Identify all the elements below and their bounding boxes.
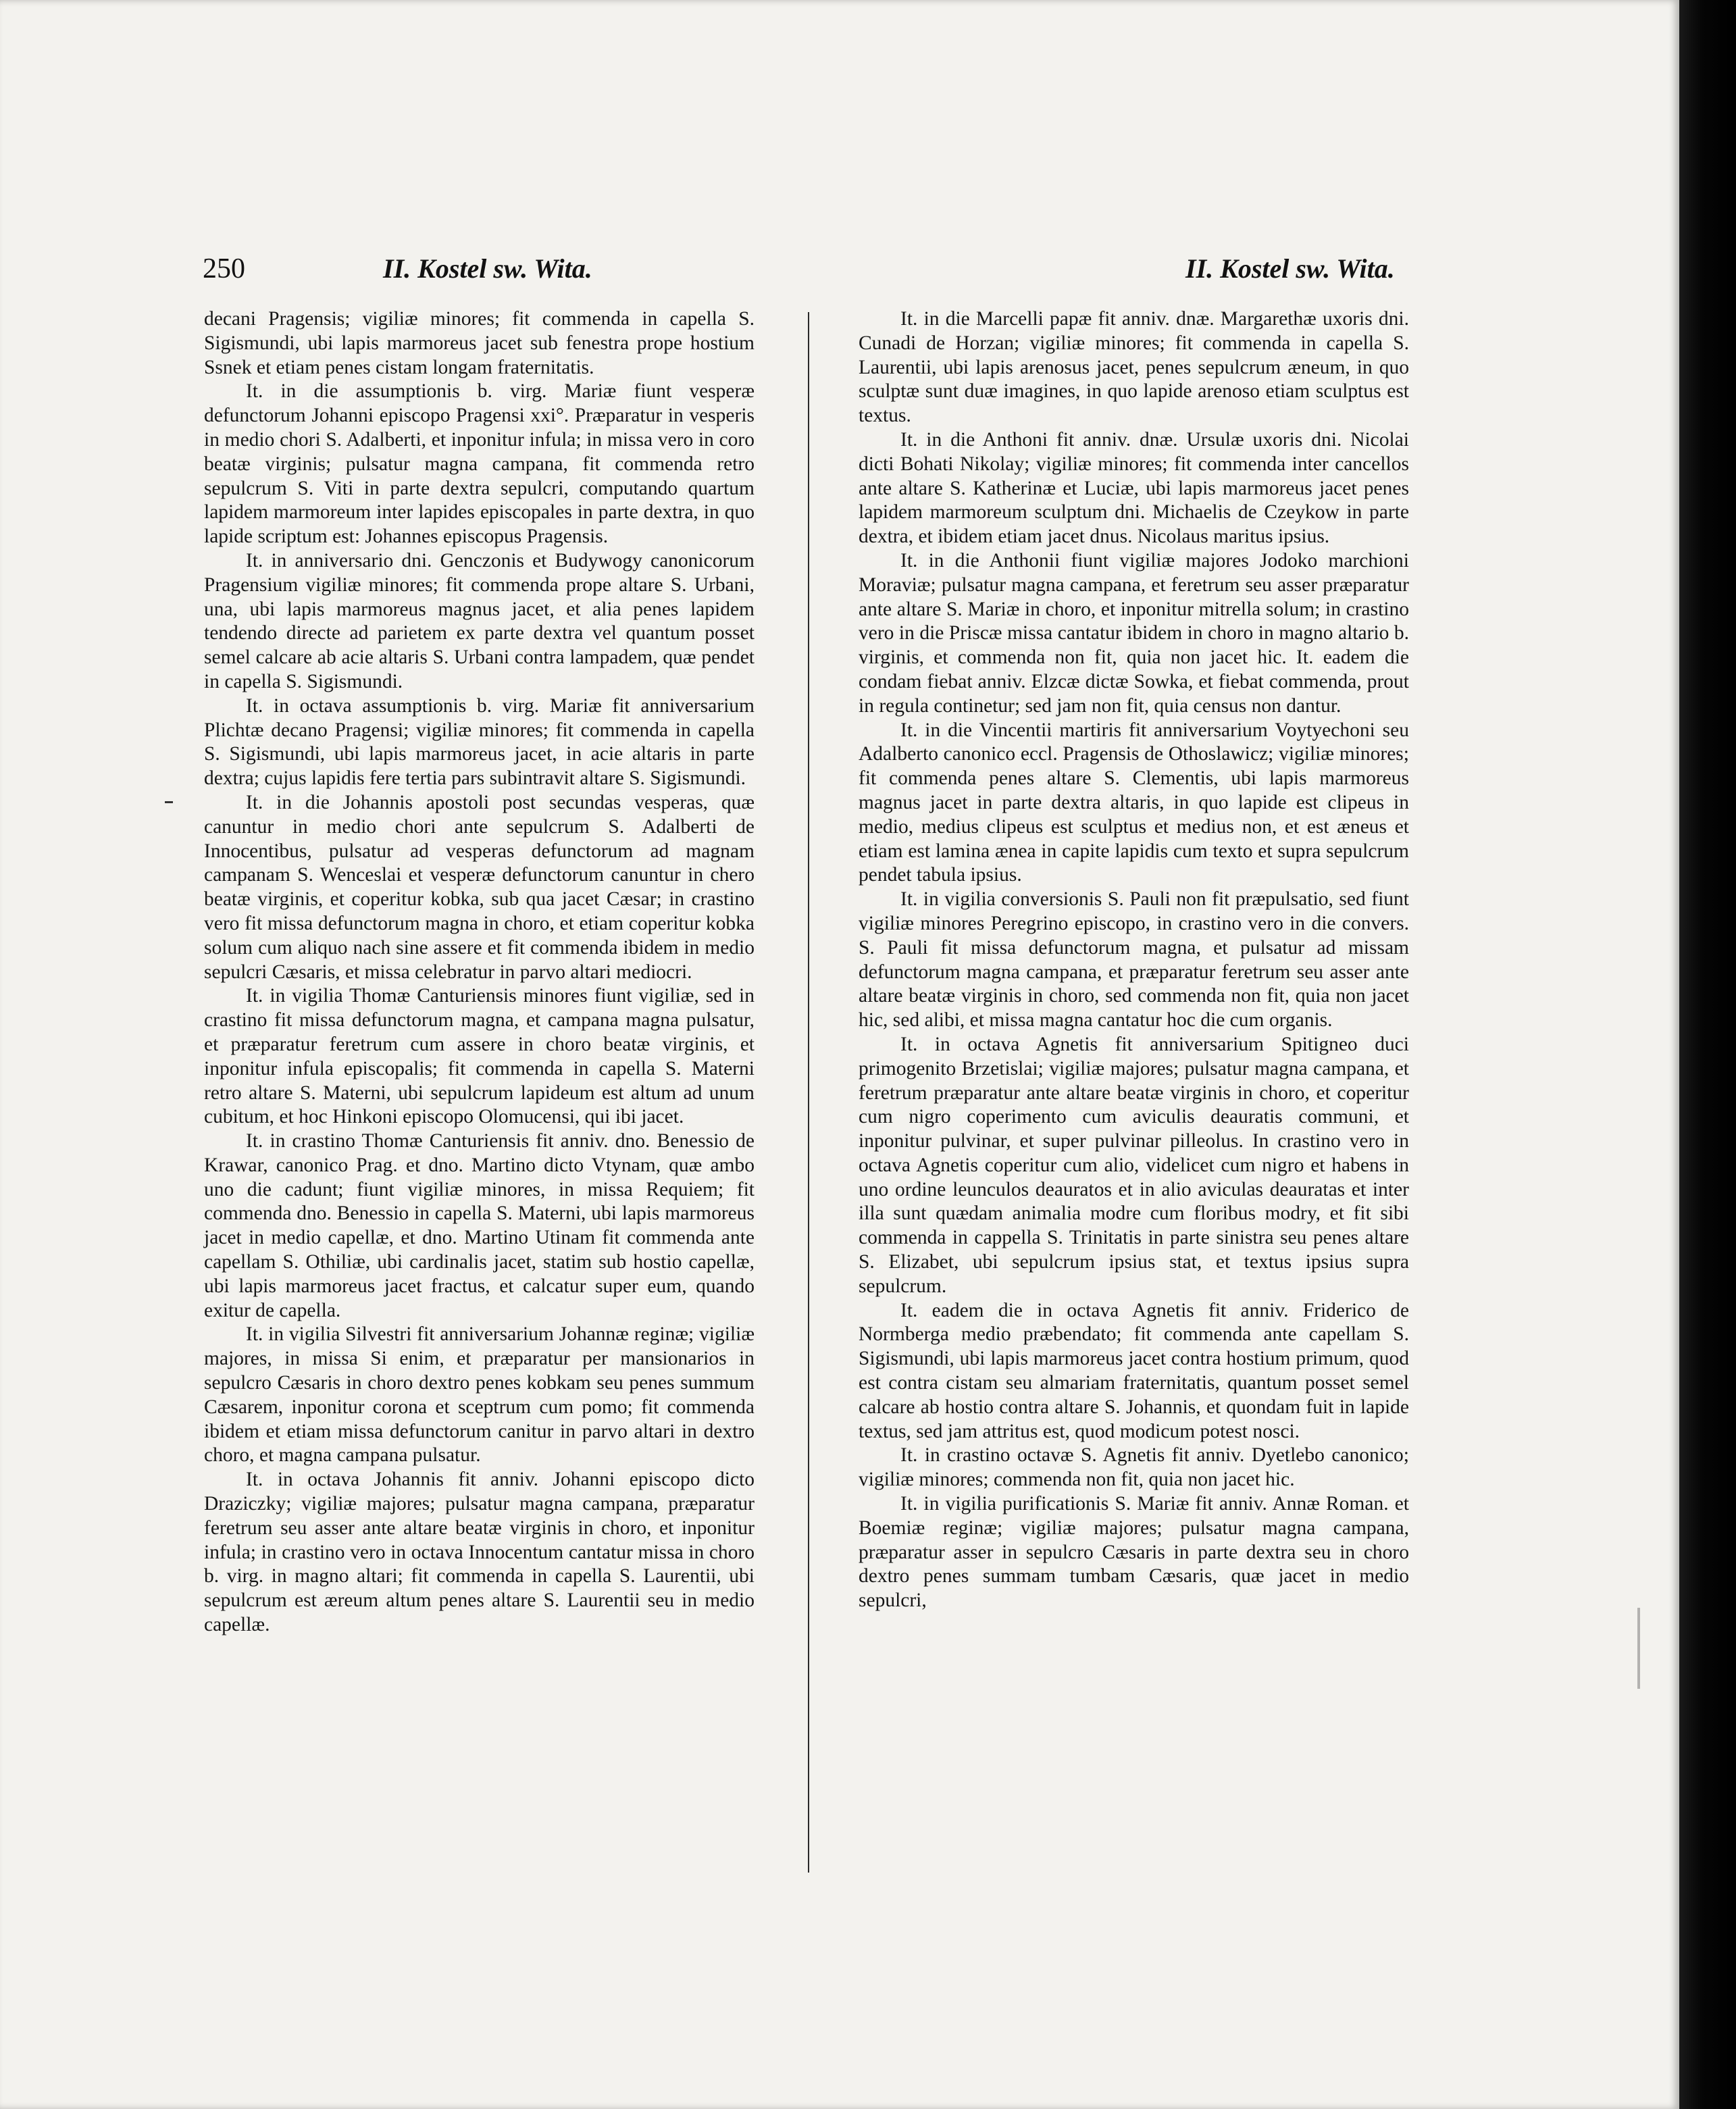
paragraph: It. in vigilia purificationis S. Mariæ fit anniv. Annæ Roman. et Boemiæ reginæ; vigiliæ majores; pulsatur magna campana, præparatur asser in sepulcro Cæsaris in parte dextra seu in choro dextro penes summam tumbam Cæsaris, quæ jacet in medio sepulcri, [859,1493,1409,1612]
paragraph: It. in die assumptionis b. virg. Mariæ fiunt vesperæ defunctorum Johanni episcopo Pragensi xxi°. Præparatur in vesperis in medio chori S. Adalberti, et inponitur infula; in missa vero in coro beatæ virginis; pulsatur magna campana, fit commenda retro sepulcrum S. Viti in parte dextra sepulcri, computando quartum lapidem marmoreum inter lapides episcopales in parte dextra, in quo lapide scriptum est: Johannes episcopus Pragensis. [204,380,755,548]
paragraph: decani Pragensis; vigiliæ minores; fit commenda in capella S. Sigismundi, ubi lapis marmoreus jacet sub fenestra prope hostium Ssnek et etiam penes cistam longam fraternitatis. [204,308,755,378]
page-number: 250 [203,253,245,284]
paragraph: It. in anniversario dni. Genczonis et Budywogy canonicorum Pragensium vigiliæ minores; fit commenda prope altare S. Urbani, una, ubi lapis marmoreus magnus jacet, et alia penes lapidem tendendo directe ad parietem ex parte dextra vel quantum posset semel calcare ab acie altaris S. Urbani contra lampadem, quæ pendet in capella S. Sigismundi. [204,549,755,692]
paragraph: It. in die Johannis apostoli post secundas vesperas, quæ canuntur in medio chori ante sepulcrum S. Adalberti de Innocentibus, pulsatur ad vesperas defunctorum ad magnam campanam S. Wenceslai et vesperæ defunctorum canuntur in chero beatæ virginis, et coperitur kobka, sub qua jacet Cæsar; in crastino vero fit missa defunctorum magna in choro, et etiam coperitur kobka solum cum aliquo nach sine assere et fit commenda ibidem in medio sepulcri Cæsaris, et missa celebratur in parvo altari mediocri. [204,791,755,983]
paragraph: It. in octava assumptionis b. virg. Mariæ fit anniversarium Plichtæ decano Pragensi; vigiliæ minores; fit commenda in capella S. Sigismundi, ubi lapis marmoreus jacet, in acie altaris in parte dextra; cujus lapidis fere tertia pars subintravit altare S. Sigismundi. [204,694,755,790]
paragraph: It. in die Anthonii fiunt vigiliæ majores Jodoko marchioni Moraviæ; pulsatur magna campana, et feretrum seu asser præparatur ante altare S. Mariæ in choro, et inponitur mitrella solum; in crastino vero in die Priscæ missa cantatur ibidem in choro in magno altario b. virginis, et commenda non fit, quia non jacet hic. It. eadem die condam fiebat anniv. Elzcæ dictæ Sowka, et fiebat commenda, prout in regula continetur; sed jam non fit, quia census non dantur. [859,549,1409,717]
column-divider [808,312,809,1873]
right-column [859,307,1409,1613]
paragraph: It. in octava Agnetis fit anniversarium Spitigneo duci primogenito Brzetislai; vigiliæ majores; pulsatur magna campana, et feretrum præparatur ante altare beatæ virginis in choro, et coperitur cum nigro coperimento cum aviculis deauratis communi, et inponitur pulvinar, et super pulvinar pilleolus. In crastino vero in octava Agnetis coperitur cum alio, videlicet cum nigro et habens in uno ordine leunculos deauratos et in alio aviculas deauratas et inter illa sunt quædam animalia modre cum floribus modry, et fit sibi commenda in cappella S. Trinitatis in parte sinistra seu penes altare S. Elizabet, ubi sepulcrum ipsius stat, et textus ipsius supra sepulcrum. [859,1033,1409,1297]
paragraph: It. in vigilia Silvestri fit anniversarium Johannæ reginæ; vigiliæ majores, in missa Si enim, et præparatur per mansionarios in sepulcro Cæsaris in choro dextro penes kobkam seu penes summum Cæsarem, inponitur corona et sceptrum cum pomo; fit commenda ibidem et etiam missa defunctorum canitur in parvo altari in dextro choro, et magna campana pulsatur. [204,1323,755,1467]
paragraph: It. in vigilia Thomæ Canturiensis minores fiunt vigiliæ, sed in crastino fit missa defunctorum magna, et campana magna pulsatur, et præparatur feretrum cum assere in choro beatæ virginis, et inponitur infula episcopalis; fit commenda in capella S. Materni retro altare S. Materni, ubi sepulcrum lapideum est altum ad unum cubitum, et hoc Hinkoni episcopo Olomucensi, qui ibi jacet. [204,985,755,1128]
paragraph: It. in octava Johannis fit anniv. Johanni episcopo dicto Draziczky; vigiliæ majores; pulsatur magna campana, præparatur feretrum seu asser ante altare beatæ virginis in choro, et inponitur infula; in crastino vero in octava Innocentum cantatur missa in choro b. virg. in magno altari; fit commenda in capella S. Laurentii, ubi sepulcrum est æreum altum penes altare S. Laurentii seu in medio capellæ. [204,1469,755,1636]
paragraph: It. in crastino Thomæ Canturiensis fit anniv. dno. Benessio de Krawar, canonico Prag. et dno. Martino dicto Vtynam, quæ ambo uno die cadunt; fiunt vigiliæ minores, in missa Requiem; fit commenda dno. Benessio in capella S. Materni, ubi lapis marmoreus jacet in medio capellæ, et dno. Martino Utinam fit commenda ante capellam S. Othiliæ, ubi cardinalis jacet, statim sub hostio capellæ, ubi lapis marmoreus jacet fractus, et calcatur super eum, quando exitur de capella. [204,1130,755,1321]
paragraph: It. in die Vincentii martiris fit anniversarium Voytyechoni seu Adalberto canonico eccl. Pragensis de Othoslawicz; vigiliæ minores; fit commenda penes altare S. Clementis, ubi lapis marmoreus magnus jacet in parte dextra altaris, in quo lapide est clipeus in medio, medius clipeus est sculptus et medius non, et est æneus et etiam est lamina ænea in capite lapidis cum texto et supra sepulcrum pendet tabula ipsius. [859,719,1409,886]
paragraph: It. eadem die in octava Agnetis fit anniv. Friderico de Normberga medio præbendato; fit commenda ante capellam S. Sigismundi, ubi lapis marmoreus jacet contra hostium primum, quod est contra cistam seu almariam fraternitatis, quantum posset semel calcare ab hostio contra altare S. Johannis, et quondam fuit in lapide textus, sed jam attritus est, quod modicum potest nosci. [859,1299,1409,1442]
paragraph: It. in crastino octavæ S. Agnetis fit anniv. Dyetlebo canonico; vigiliæ minores; commenda non fit, quia non jacet hic. [859,1444,1409,1491]
left-column [204,307,755,1637]
running-head-left: II. Kostel sw. Wita. [383,253,592,284]
margin-mark [165,801,173,803]
paragraph: It. in die Marcelli papæ fit anniv. dnæ. Margarethæ uxoris dni. Cunadi de Horzan; vigiliæ minores; fit commenda in capella S. Laurentii, ubi lapis arenosus jacet, penes sepulcrum æneum, in quo sculptæ sunt duæ imagines, in quo lapide arenoso etiam sculptus est textus. [859,308,1409,427]
running-head-right: II. Kostel sw. Wita. [1185,253,1395,284]
page-crease [1637,1608,1640,1689]
paragraph: It. in vigilia conversionis S. Pauli non fit præpulsatio, sed fiunt vigiliæ minores Peregrino episcopo, in crastino vero in die convers. S. Pauli fit missa defunctorum magna, et pulsatur ad missam defunctorum magna campana, et præparatur feretrum seu asser ante altare beatæ virginis in choro, sed commenda non fit, quia non jacet hic, sed alibi, et missa magna cantatur hoc die cum organis. [859,888,1409,1032]
paragraph: It. in die Anthoni fit anniv. dnæ. Ursulæ uxoris dni. Nicolai dicti Bohati Nikolay; vigiliæ minores; fit commenda inter cancellos ante altare S. Katherinæ et Luciæ, ubi lapis marmoreus jacet penes lapidem marmoreum sculptum dni. Michaelis de Czeykow in parte dextra, et ibidem etiam jacet dnus. Nicolaus maritus ipsius. [859,428,1409,548]
page-header [203,247,1419,290]
scan-border [1679,0,1736,2109]
